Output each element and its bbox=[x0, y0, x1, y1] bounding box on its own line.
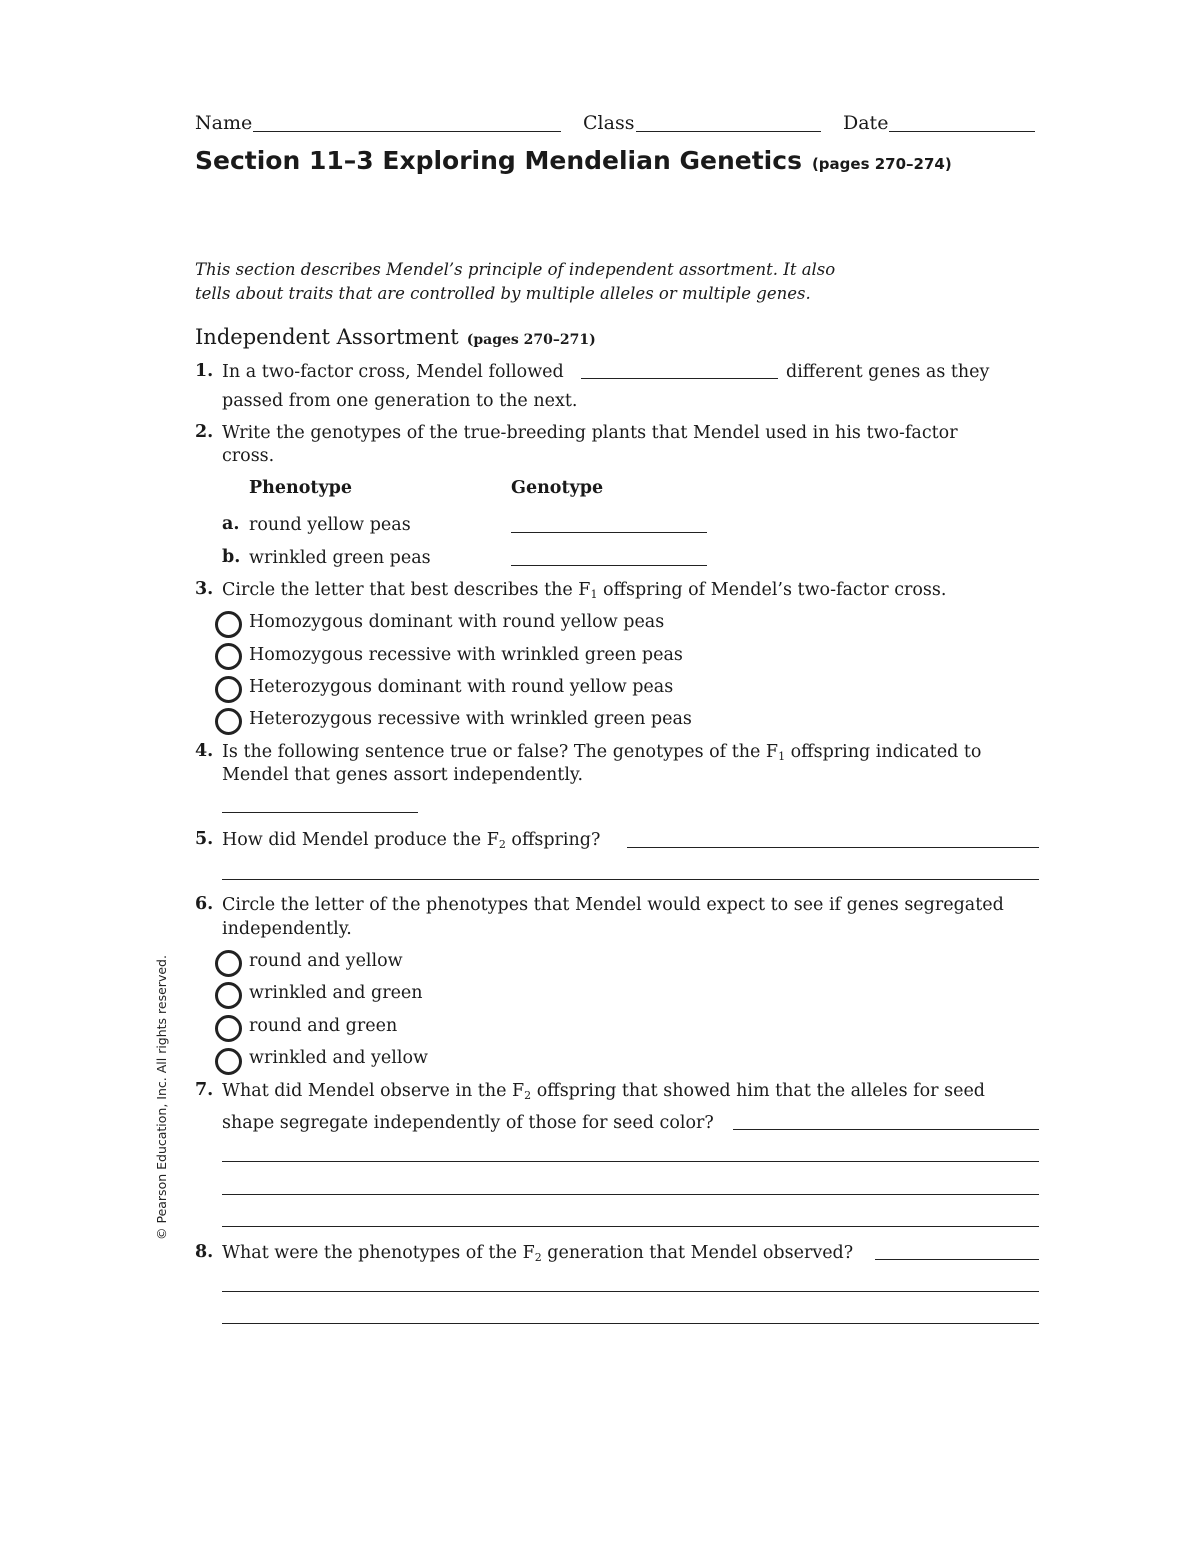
q2a-text: round yellow peas bbox=[249, 515, 411, 535]
q8-subscript: 2 bbox=[534, 1251, 542, 1264]
subsection-title: Independent Assortment bbox=[195, 325, 459, 349]
q3-text-a: Circle the letter that best describes the F bbox=[222, 580, 591, 600]
intro-line-1: This section describes Mendel’s principle of independent assortment. It also bbox=[195, 260, 836, 279]
q2b-answer-line[interactable] bbox=[511, 565, 707, 566]
subsection-pages: (pages 270–271) bbox=[466, 332, 596, 348]
q3-option-b-circle[interactable] bbox=[215, 643, 242, 670]
q6-number: 6. bbox=[195, 894, 214, 914]
q3-option-c-circle[interactable] bbox=[215, 676, 242, 703]
q7-answer-line-4[interactable] bbox=[222, 1226, 1039, 1227]
q8-text-a: What were the phenotypes of the F bbox=[222, 1243, 535, 1263]
q6-option-a: round and yellow bbox=[249, 951, 403, 971]
q2b-text: wrinkled green peas bbox=[249, 548, 431, 568]
q6-option-c-circle[interactable] bbox=[215, 1015, 242, 1042]
intro-line-2: tells about traits that are controlled by multiple alleles or multiple genes. bbox=[195, 284, 811, 303]
q4-subscript: 1 bbox=[778, 750, 786, 763]
q6-line1: Circle the letter of the phenotypes that Mendel would expect to see if genes segregated bbox=[222, 895, 1004, 915]
q2b-letter: b. bbox=[222, 547, 241, 567]
q7-answer-line-1[interactable] bbox=[733, 1129, 1039, 1130]
q5-answer-line-2[interactable] bbox=[222, 879, 1039, 880]
q3-number: 3. bbox=[195, 579, 214, 599]
genotype-header: Genotype bbox=[511, 478, 604, 498]
q2-line1: Write the genotypes of the true-breeding plants that Mendel used in his two-factor bbox=[222, 423, 958, 443]
q3-subscript: 1 bbox=[590, 588, 598, 601]
q6-option-b-circle[interactable] bbox=[215, 982, 242, 1009]
q7-subscript: 2 bbox=[524, 1089, 532, 1102]
q8-text bbox=[222, 1242, 853, 1265]
section-title-text: Section 11–3 Exploring Mendelian Genetics bbox=[195, 146, 802, 175]
q1-part2: different genes as they bbox=[786, 362, 990, 382]
q1-line2: passed from one generation to the next. bbox=[222, 391, 578, 411]
q4-line2: Mendel that genes assort independently. bbox=[222, 765, 584, 785]
q6-option-d-circle[interactable] bbox=[215, 1048, 242, 1075]
q8-answer-line-2[interactable] bbox=[222, 1291, 1039, 1292]
q7-answer-line-2[interactable] bbox=[222, 1161, 1039, 1162]
q3-option-b: Homozygous recessive with wrinkled green peas bbox=[249, 645, 683, 665]
name-label: Name bbox=[195, 112, 253, 134]
q7-line2: shape segregate independently of those for seed color? bbox=[222, 1113, 714, 1133]
q8-text-b: generation that Mendel observed? bbox=[541, 1243, 854, 1263]
section-title bbox=[195, 146, 952, 175]
q8-number: 8. bbox=[195, 1242, 214, 1262]
q4-text-b: offspring indicated to bbox=[785, 742, 982, 762]
q7-answer-line-3[interactable] bbox=[222, 1194, 1039, 1195]
date-field[interactable] bbox=[889, 131, 1035, 132]
q6-line2: independently. bbox=[222, 919, 352, 939]
q3-option-a: Homozygous dominant with round yellow peas bbox=[249, 612, 665, 632]
q6-option-b: wrinkled and green bbox=[249, 983, 423, 1003]
intro-text bbox=[195, 258, 895, 306]
q5-answer-line-1[interactable] bbox=[627, 847, 1039, 848]
q3-text bbox=[222, 579, 946, 602]
q2a-answer-line[interactable] bbox=[511, 532, 707, 533]
q7-number: 7. bbox=[195, 1080, 214, 1100]
q7-text bbox=[222, 1080, 985, 1103]
q4-number: 4. bbox=[195, 741, 214, 761]
q3-text-b: offspring of Mendel’s two-factor cross. bbox=[597, 580, 947, 600]
subsection-heading bbox=[195, 325, 596, 349]
q2-line2: cross. bbox=[222, 446, 275, 466]
q4-text bbox=[222, 741, 981, 764]
q1-part1: In a two-factor cross, Mendel followed bbox=[222, 362, 564, 382]
q6-option-a-circle[interactable] bbox=[215, 950, 242, 977]
q8-answer-line-1[interactable] bbox=[875, 1259, 1039, 1260]
name-field[interactable] bbox=[253, 131, 561, 132]
q3-option-a-circle[interactable] bbox=[215, 611, 242, 638]
q2-number: 2. bbox=[195, 422, 214, 442]
q5-text bbox=[222, 829, 600, 852]
q4-text-a: Is the following sentence true or false? The genotypes of the F bbox=[222, 742, 779, 762]
q3-option-c: Heterozygous dominant with round yellow peas bbox=[249, 677, 674, 697]
date-label: Date bbox=[843, 112, 889, 134]
q5-text-a: How did Mendel produce the F bbox=[222, 830, 499, 850]
q1-answer-line[interactable] bbox=[581, 378, 778, 379]
q8-answer-line-3[interactable] bbox=[222, 1323, 1039, 1324]
q7-text-b: offspring that showed him that the alleles for seed bbox=[531, 1081, 986, 1101]
q7-text-a: What did Mendel observe in the F bbox=[222, 1081, 525, 1101]
q2a-letter: a. bbox=[222, 514, 240, 534]
q3-option-d-circle[interactable] bbox=[215, 708, 242, 735]
phenotype-header: Phenotype bbox=[249, 478, 353, 498]
q5-text-b: offspring? bbox=[505, 830, 601, 850]
q6-option-c: round and green bbox=[249, 1016, 398, 1036]
q1-number: 1. bbox=[195, 361, 214, 381]
q5-subscript: 2 bbox=[498, 838, 506, 851]
copyright-notice: © Pearson Education, Inc. All rights reserved. bbox=[154, 955, 169, 1240]
q5-number: 5. bbox=[195, 829, 214, 849]
class-field[interactable] bbox=[636, 131, 821, 132]
q3-option-d: Heterozygous recessive with wrinkled green peas bbox=[249, 709, 692, 729]
q6-option-d: wrinkled and yellow bbox=[249, 1048, 428, 1068]
q4-answer-line[interactable] bbox=[222, 812, 418, 813]
section-pages: (pages 270–274) bbox=[811, 155, 952, 173]
class-label: Class bbox=[583, 112, 635, 134]
